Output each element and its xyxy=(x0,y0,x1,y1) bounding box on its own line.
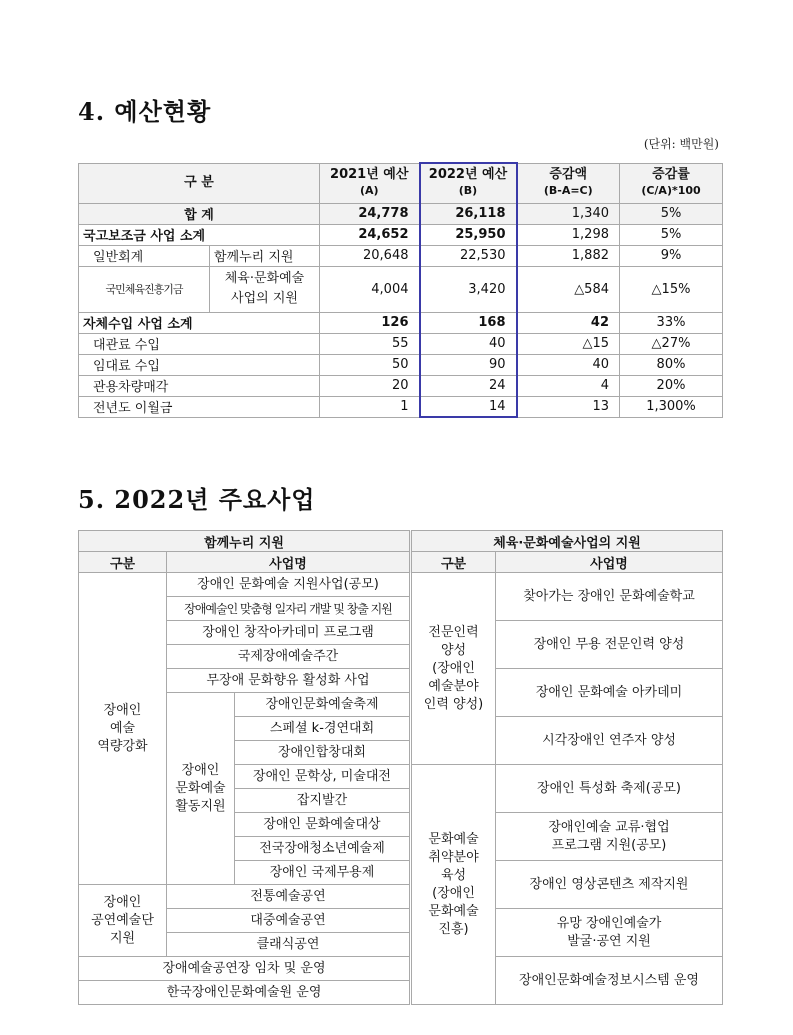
list-item: 장애인 문화예술 지원사업(공모) xyxy=(167,573,411,597)
list-item: 전국장애청소년예술제 xyxy=(235,837,411,861)
list-item: 장애인 무용 전문인력 양성 xyxy=(496,621,723,669)
list-item: 장애인 문화예술대상 xyxy=(235,813,411,837)
list-item: 한국장애인문화예술원 운영 xyxy=(79,981,411,1005)
table-row-lease: 임대료 수입 50 90 40 80% xyxy=(79,354,723,375)
budget-table xyxy=(78,162,723,418)
projects-group-header: 함께누리 지원 체육·문화예술사업의 지원 xyxy=(79,531,723,552)
list-item: 장애인 특성화 축제(공모) xyxy=(496,765,723,813)
list-item: 클래식공연 xyxy=(167,933,411,957)
left-sub-label: 장애인 문화예술 활동지원 xyxy=(167,693,235,885)
header-2022: 2022년 예산 (B) xyxy=(420,163,517,203)
right-group1-label: 전문인력 양성 (장애인 예술분야 인력 양성) xyxy=(411,573,496,765)
table-row-self: 자체수입 사업 소계 126 168 42 33% xyxy=(79,312,723,333)
list-item: 찾아가는 장애인 문화예술학교 xyxy=(496,573,723,621)
section-4-title: 4. 예산현황 xyxy=(78,97,212,126)
list-item: 장애인 문화예술 아카데미 xyxy=(496,669,723,717)
list-item: 장애예술인 맞춤형 일자리 개발 및 창출 지원 xyxy=(167,597,411,621)
list-item: 무장애 문화향유 활성화 사업 xyxy=(167,669,411,693)
table-row-rental-venue: 대관료 수입 55 40 △15 △27% xyxy=(79,333,723,354)
list-item: 시각장애인 연주자 양성 xyxy=(496,717,723,765)
left-group1-label: 장애인 예술 역량강화 xyxy=(79,573,167,885)
section-5-title: 5. 2022년 주요사업 xyxy=(78,485,316,514)
list-item: 대중예술공연 xyxy=(167,909,411,933)
list-item: 장애인예술 교류·협업 프로그램 지원(공모) xyxy=(496,813,723,861)
table-row-national: 국고보조금 사업 소계 24,652 25,950 1,298 5% xyxy=(79,224,723,245)
header-rate: 증감률 (C/A)*100 xyxy=(620,163,723,203)
list-item: 유망 장애인예술가 발굴·공연 지원 xyxy=(496,909,723,957)
list-item: 국제장애예술주간 xyxy=(167,645,411,669)
unit-label: (단위: 백만원) xyxy=(643,137,719,151)
list-item: 스페셜 k-경연대회 xyxy=(235,717,411,741)
right-group2-label: 문화예술 취약분야 육성 (장애인 문화예술 진흥) xyxy=(411,765,496,1005)
left-group2-label: 장애인 공연예술단 지원 xyxy=(79,885,167,957)
list-item: 장애인 국제무용제 xyxy=(235,861,411,885)
table-row-carryover: 전년도 이월금 1 14 13 1,300% xyxy=(79,396,723,417)
list-item: 장애인 문학상, 미술대전 xyxy=(235,765,411,789)
table-row-vehicle: 관용차량매각 20 24 4 20% xyxy=(79,375,723,396)
table-row-fund: 국민체육진흥기금 체육·문화예술 사업의 지원 4,004 3,420 △584 △15% xyxy=(79,266,723,312)
list-item: 장애인 창작아카데미 프로그램 xyxy=(167,621,411,645)
list-item: 장애예술공연장 임차 및 운영 xyxy=(79,957,411,981)
budget-header-row xyxy=(79,163,723,203)
list-item: 장애인 영상콘텐츠 제작지원 xyxy=(496,861,723,909)
list-item: 잡지발간 xyxy=(235,789,411,813)
header-2021: 2021년 예산 (A) xyxy=(320,163,420,203)
header-change: 증감액 (B-A=C) xyxy=(517,163,620,203)
projects-table xyxy=(78,530,723,1005)
list-item: 장애인문화예술축제 xyxy=(235,693,411,717)
list-item: 장애인합창대회 xyxy=(235,741,411,765)
list-item: 장애인문화예술정보시스템 운영 xyxy=(496,957,723,1005)
list-item: 전통예술공연 xyxy=(167,885,411,909)
projects-col-header: 구분 사업명 구분 사업명 xyxy=(79,552,723,573)
header-category: 구 분 xyxy=(79,163,320,203)
table-row-general: 일반회계 함께누리 지원 20,648 22,530 1,882 9% xyxy=(79,245,723,266)
table-row-total: 합 계 24,778 26,118 1,340 5% xyxy=(79,203,723,224)
